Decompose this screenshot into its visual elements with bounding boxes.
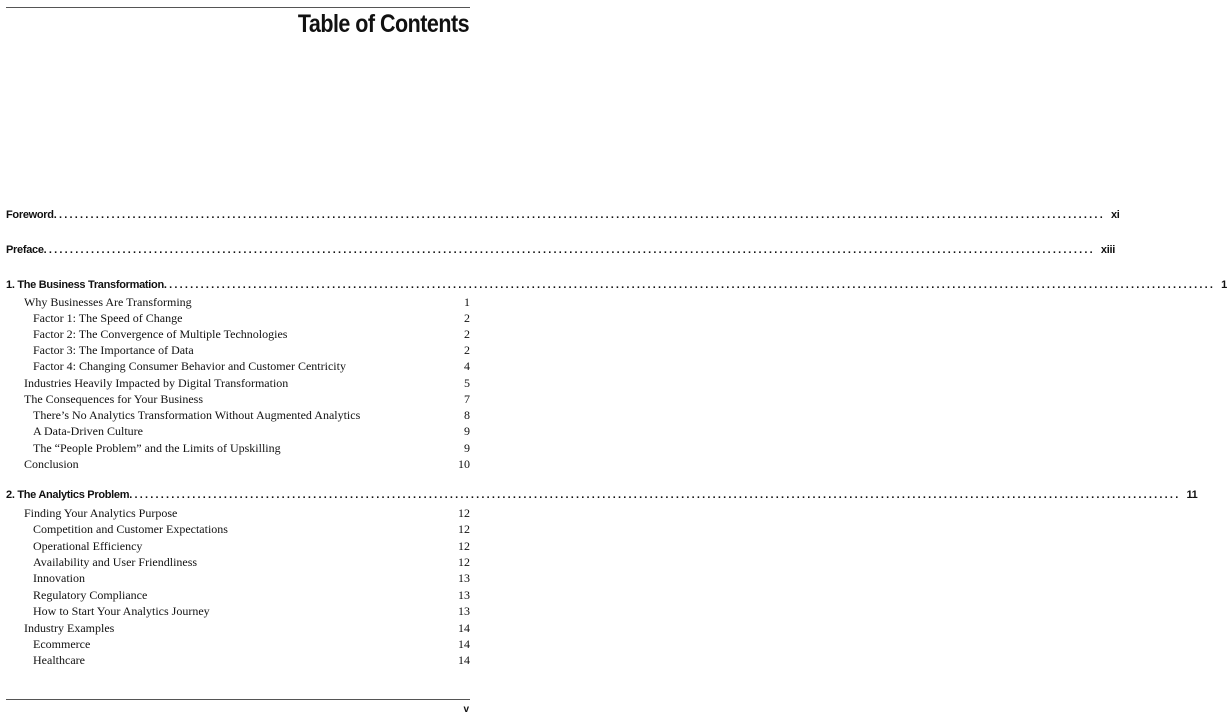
toc-entry-label: Factor 4: Changing Consumer Behavior and Customer Centricity: [33, 359, 346, 373]
toc-entry-page-number: 14: [458, 637, 470, 651]
toc-entry-page-number: 13: [458, 604, 470, 618]
bottom-rule: [6, 699, 470, 700]
toc-section-entry[interactable]: [6, 295, 470, 310]
toc-entry-page-number: 12: [458, 555, 470, 569]
toc-section-entry[interactable]: [6, 359, 470, 374]
toc-entry-page-number: 2: [464, 343, 470, 357]
toc-entry-page-number: 12: [458, 506, 470, 520]
toc-section-entry[interactable]: [6, 555, 470, 570]
toc-section-entry[interactable]: [6, 457, 470, 472]
toc-entry-page-number: 12: [458, 522, 470, 536]
toc-entry-label: Regulatory Compliance: [33, 588, 148, 602]
toc-entry-label: There’s No Analytics Transformation Without Augmented Analytics: [33, 408, 361, 422]
toc-entry-page-number: 1: [1221, 279, 1227, 291]
toc-entry-label: Healthcare: [33, 653, 85, 667]
dot-leader: ........................................................................................................................................................................................................: [129, 489, 1181, 501]
toc-entry-page-number: xi: [1110, 209, 1120, 221]
toc-section-entry[interactable]: [6, 621, 470, 636]
toc-entry-page-number: 1: [464, 295, 470, 309]
toc-entry-page-number: 11: [1186, 489, 1198, 501]
toc-entry-label: Foreword: [6, 209, 54, 221]
toc-section-entry[interactable]: [6, 376, 470, 391]
toc-entry-page-number: 2: [464, 327, 470, 341]
toc-section-entry[interactable]: [6, 571, 470, 586]
toc-entry-page-number: 13: [458, 571, 470, 585]
toc-entry-page-number: 10: [458, 457, 470, 471]
toc-entry-label: Industry Examples: [24, 621, 115, 635]
toc-section-entry[interactable]: [6, 588, 470, 603]
toc-entry-page-number: 4: [464, 359, 470, 373]
toc-entry-page-number: 14: [458, 653, 470, 667]
toc-section-entry[interactable]: [6, 637, 470, 652]
toc-entry-label: Why Businesses Are Transforming: [24, 295, 192, 309]
toc-entry-label: Availability and User Friendliness: [33, 555, 198, 569]
toc-entry-label: Factor 3: The Importance of Data: [33, 343, 194, 357]
toc-entry-page-number: 8: [464, 408, 470, 422]
toc-section-entry[interactable]: [6, 506, 470, 521]
dot-leader: ........................................................................................................................................................................................................: [53, 209, 1105, 221]
toc-entry-label: Finding Your Analytics Purpose: [24, 506, 178, 520]
page-title: Table of Contents: [297, 10, 469, 38]
toc-entry-page-number: 2: [464, 311, 470, 325]
toc-entry-label: The Consequences for Your Business: [24, 392, 203, 406]
toc-chapter-entry[interactable]: [6, 209, 1120, 221]
toc-section-entry[interactable]: [6, 653, 470, 668]
toc-section-entry[interactable]: [6, 392, 470, 407]
toc-entry-page-number: xiii: [1100, 244, 1115, 256]
toc-entry-label: A Data-Driven Culture: [33, 424, 143, 438]
toc-section-entry[interactable]: [6, 539, 470, 554]
toc-entry-page-number: 9: [464, 424, 470, 438]
toc-entry-page-number: 12: [458, 539, 470, 553]
toc-entry-page-number: 9: [464, 441, 470, 455]
toc-section-entry[interactable]: [6, 311, 470, 326]
dot-leader: ........................................................................................................................................................................................................: [43, 244, 1095, 256]
toc-entry-label: 1. The Business Transformation: [6, 279, 164, 291]
toc-entry-label: Ecommerce: [33, 637, 91, 651]
toc-entry-page-number: 14: [458, 621, 470, 635]
toc-entry-label: The “People Problem” and the Limits of Upskilling: [33, 441, 281, 455]
toc-section-entry[interactable]: [6, 408, 470, 423]
toc-entry-label: Conclusion: [24, 457, 79, 471]
table-of-contents: [6, 0, 1227, 720]
toc-section-entry[interactable]: [6, 424, 470, 439]
toc-entry-label: Factor 2: The Convergence of Multiple Technologies: [33, 327, 288, 341]
toc-section-entry[interactable]: [6, 522, 470, 537]
toc-entry-label: Competition and Customer Expectations: [33, 522, 228, 536]
toc-chapter-entry[interactable]: [6, 244, 1115, 256]
toc-entry-label: Innovation: [33, 571, 85, 585]
toc-entry-label: Factor 1: The Speed of Change: [33, 311, 183, 325]
toc-entry-label: Industries Heavily Impacted by Digital Transformation: [24, 376, 289, 390]
toc-chapter-entry[interactable]: [6, 489, 1198, 501]
toc-section-entry[interactable]: [6, 441, 470, 456]
page-folio: v: [463, 704, 469, 715]
toc-section-entry[interactable]: [6, 604, 470, 619]
dot-leader: ........................................................................................................................................................................................................: [163, 279, 1216, 291]
toc-section-entry[interactable]: [6, 343, 470, 358]
toc-entry-label: Preface: [6, 244, 44, 256]
toc-chapter-entry[interactable]: [6, 279, 1227, 291]
toc-entry-label: 2. The Analytics Problem: [6, 489, 130, 501]
toc-entry-page-number: 5: [464, 376, 470, 390]
toc-entry-label: Operational Efficiency: [33, 539, 143, 553]
toc-entry-page-number: 13: [458, 588, 470, 602]
toc-section-entry[interactable]: [6, 327, 470, 342]
toc-entry-page-number: 7: [464, 392, 470, 406]
toc-entry-label: How to Start Your Analytics Journey: [33, 604, 210, 618]
